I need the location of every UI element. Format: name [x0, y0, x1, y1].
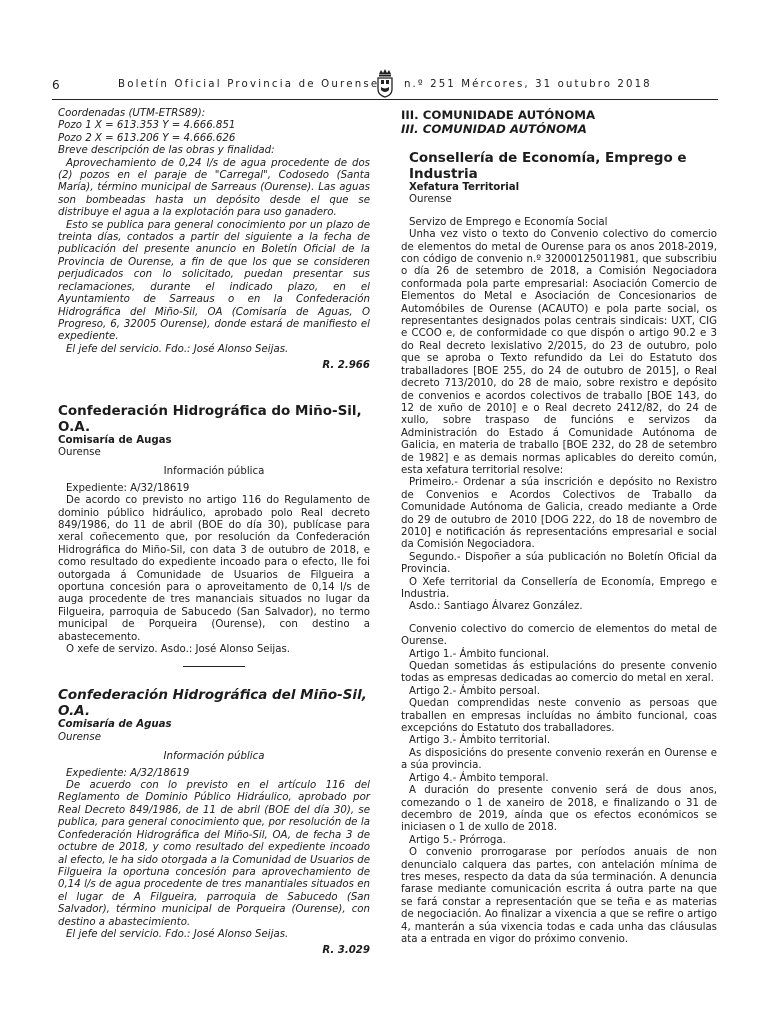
- signature: O xefe de servizo. Asdo.: José Alonso Seijas.: [66, 644, 291, 656]
- pozo-2: Pozo 2 X = 613.206 Y = 4.666.626: [58, 132, 236, 144]
- section-heading-gl: III. COMUNIDADE AUTÓNOMA: [401, 108, 596, 122]
- public-notice-text: Esto se publica para general conocimiento por un plazo de treinta días, contados a partir del siguiente a la fecha de publicación del presente anuncio en Boletín Oficial de la Provincia de Ourense, a fin de que los que se consideren perjudicados con lo solicitado, puedan presentar sus reclamaciones, durante el indicado plazo, en el Ayuntamiento de Sarreaus o en la Confederación Hidrográfica del Miño-Sil, OA (Comisaría de Aguas, O Progreso, 6, 32005 Ourense), donde estará de manifiesto el expediente.: [58, 219, 370, 343]
- publication-title: Boletín Oficial Provincia de Ourense: [118, 79, 380, 90]
- resolution-primeiro: Primeiro.- Ordenar a súa inscrición e depósito no Rexistro de Convenios e Acordos Colectivos de Traballo da Comunidade Autónoma de Galicia, creado mediante a Orde do 29 de outubro de 2010 [DOG 222, do 18 de novembro de 2010] e notificación ás representacións empresarial e social da Comisión Negociadora.: [401, 477, 717, 551]
- convenio-title: Convenio colectivo do comercio de elementos do metal de Ourense.: [401, 623, 717, 648]
- service-name: Servizo de Emprego e Economía Social: [409, 216, 608, 228]
- reference-number: R. 3.029: [322, 945, 370, 957]
- resolution-segundo: Segundo.- Dispoñer a súa publicación no Boletín Oficial da Provincia.: [401, 551, 717, 576]
- signature: El jefe del servicio. Fdo.: José Alonso Seijas.: [66, 928, 289, 940]
- section-place: Ourense: [409, 194, 452, 206]
- expediente: Expediente: A/32/18619: [66, 767, 190, 779]
- signature: Asdo.: Santiago Álvarez González.: [409, 601, 583, 613]
- expediente: Expediente: A/32/18619: [66, 482, 190, 494]
- article-text: O convenio prorrogarase por períodos anuais de non denuncialo calquera das partes, con antelación mínima de tres meses, respecto da data da súa terminación. A denuncia farase mediante comunicación escrita á outra parte na que se fará constar a representación que se teña e as materias de negociación. Ao finalizar a vixencia a que se refire o artigo 4, manterán a súa vixencia todas e cada unha das cláusulas ata a entrada en vigor do próximo convenio.: [401, 847, 717, 945]
- pozo-1: Pozo 1 X = 613.353 Y = 4.666.851: [58, 120, 236, 132]
- article-heading: Artigo 5.- Prórroga.: [409, 834, 506, 846]
- ourense-crest-icon: [375, 68, 395, 98]
- article-text: A duración do presente convenio será de dous anos, comezando o 1 de xaneiro de 2018, e finalizando o 31 de decembro de 2019, aínda que os efectos económicos se iniciasen o 1 de xullo de 2018.: [401, 785, 717, 834]
- right-column: [401, 108, 717, 946]
- notice-heading: Información pública: [163, 751, 265, 763]
- article-text: As disposicións do presente convenio rexerán en Ourense e a súa provincia.: [401, 747, 717, 772]
- section-title: Consellería de Economía, Emprego e Industria: [409, 150, 687, 182]
- article-text: Quedan comprendidas neste convenio as persoas que traballen en empresas incluídas no ámbito funcional, coas excepcións do Estatuto dos traballadores.: [401, 698, 717, 735]
- issue-info: n.º 251 Mércores, 31 outubro 2018: [404, 79, 652, 90]
- intro-text: Unha vez visto o texto do Convenio colectivo do comercio de elementos do metal de Ourense para os anos 2018-2019, con código de convenio n.º 32000125011981, que subscribiu o día 26 de setembro de 2018, a Comisión Negociadora conformada pola parte empresarial: Asociación Comercio de Elementos do Metal e Asociación de Concesionarios de Automóbiles de Ourense (ACAUTO) e pola parte social, os representantes designados polas centrais sindicais: UXT, CIG e CCOO e, de conformidade co que dispón o artigo 90.2 e 3 do Real decreto lexislativo 2/2015, do 23 de outubro, polo que se aproba o Texto refundido da Lei do Estatuto dos traballadores [BOE 255, do 24 de outubro de 2015], o Real decreto 713/2010, do 28 de maio, sobre rexistro e depósito de convenios e acordos colectivos de traballo [BOE 143, do 12 de xuño de 2010] e o Real decreto 2412/82, do 24 de xullo, sobre traspaso de funcións e servizos da Administración do Estado á Comunidade Autónoma de Galicia, en materia de traballo [BOE 232, do 28 de setembro de 1982] e as demais normas aplicables do dereito común, esta xefatura territorial resolve:: [401, 229, 717, 476]
- section-subtitle: Xefatura Territorial: [409, 182, 520, 193]
- section-title: Confederación Hidrográfica do Miño-Sil, O.A.: [58, 402, 362, 435]
- section-place: Ourense: [58, 446, 101, 458]
- works-description: Aprovechamiento de 0,24 l/s de agua procedente de dos (2) pozos en el paraje de "Carregal", Codosedo (Santa María), término municipal de Sarreaus (Ourense). Las aguas son bombeadas hasta un depósito desde el que se distribuye el agua a la explotación para uso ganadero.: [58, 157, 370, 219]
- left-column: [58, 108, 370, 958]
- section-title: Confederación Hidrográfica del Miño-Sil, O.A.: [58, 687, 367, 720]
- page-number: 6: [52, 78, 60, 92]
- section-divider: [183, 666, 245, 667]
- notice-heading: Información pública: [163, 466, 265, 478]
- section-subtitle: Comisaría de Augas: [58, 434, 172, 446]
- notice-body: De acuerdo con lo previsto en el artículo 116 del Reglamento de Dominio Público Hidráulico, aprobado por Real Decreto 849/1986, de 11 de abril (BOE del día 30), se publica, para general conocimiento que, por resolución de la Confederación Hidrográfica del Miño-Sil, OA, de fecha 3 de octubre de 2018, y como resultado del expediente incoado al efecto, le ha sido otorgada a la Comunidad de Usuarios de Filgueira la oportuna concesión para aprovechamiento de 0,14 l/s de agua procedente de tres manantiales situados en el lugar de A Filgueira, parroquia de Sabucedo (San Salvador), término municipal de Porqueira (Ourense), con destino a abastecimiento.: [58, 780, 370, 928]
- signatory-title: O Xefe territorial da Consellería de Economía, Emprego e Industria.: [401, 576, 717, 600]
- section-subtitle: Comisaría de Aguas: [58, 719, 172, 731]
- reference-number: R. 2.966: [322, 360, 370, 372]
- article-text: Quedan sometidas ás estipulacións do presente convenio todas as empresas dedicadas ao comercio do metal en xeral.: [401, 661, 717, 685]
- works-description-label: Breve descripción de las obras y finalidad:: [58, 145, 275, 157]
- article-heading: Artigo 2.- Ámbito persoal.: [409, 685, 540, 697]
- header-rule: [52, 99, 718, 100]
- article-heading: Artigo 4.- Ámbito temporal.: [409, 772, 549, 784]
- page-header: [52, 77, 718, 99]
- section-place: Ourense: [58, 731, 101, 743]
- article-heading: Artigo 1.- Ámbito funcional.: [409, 648, 550, 660]
- coordinates-label: Coordenadas (UTM-ETRS89):: [58, 108, 206, 119]
- section-heading-es: III. COMUNIDAD AUTÓNOMA: [401, 122, 587, 136]
- notice-body: De acordo co previsto no artigo 116 do Regulamento de dominio público hidráulico, aprobado polo Real decreto 849/1986, do 11 de abril (BOE do día 30), publícase para xeral coñecemento que, por resolución da Confederación Hidrográfica do Miño-Sil, con data 3 de outubro de 2018, e como resultado do expediente incoado para o efecto, lle foi outorgada á Comunidade de Usuarios de Filgueira a oportuna concesión para o aproveitamento de 0,14 l/s de auga procedente de tres mananciais situados no lugar da Filgueira, parroquia de Sabucedo (San Salvador), no termo municipal de Porqueira (Ourense), con destino a abastecemento.: [58, 495, 370, 643]
- signature: El jefe del servicio. Fdo.: José Alonso Seijas.: [66, 343, 289, 355]
- article-heading: Artigo 3.- Ámbito territorial.: [409, 735, 551, 747]
